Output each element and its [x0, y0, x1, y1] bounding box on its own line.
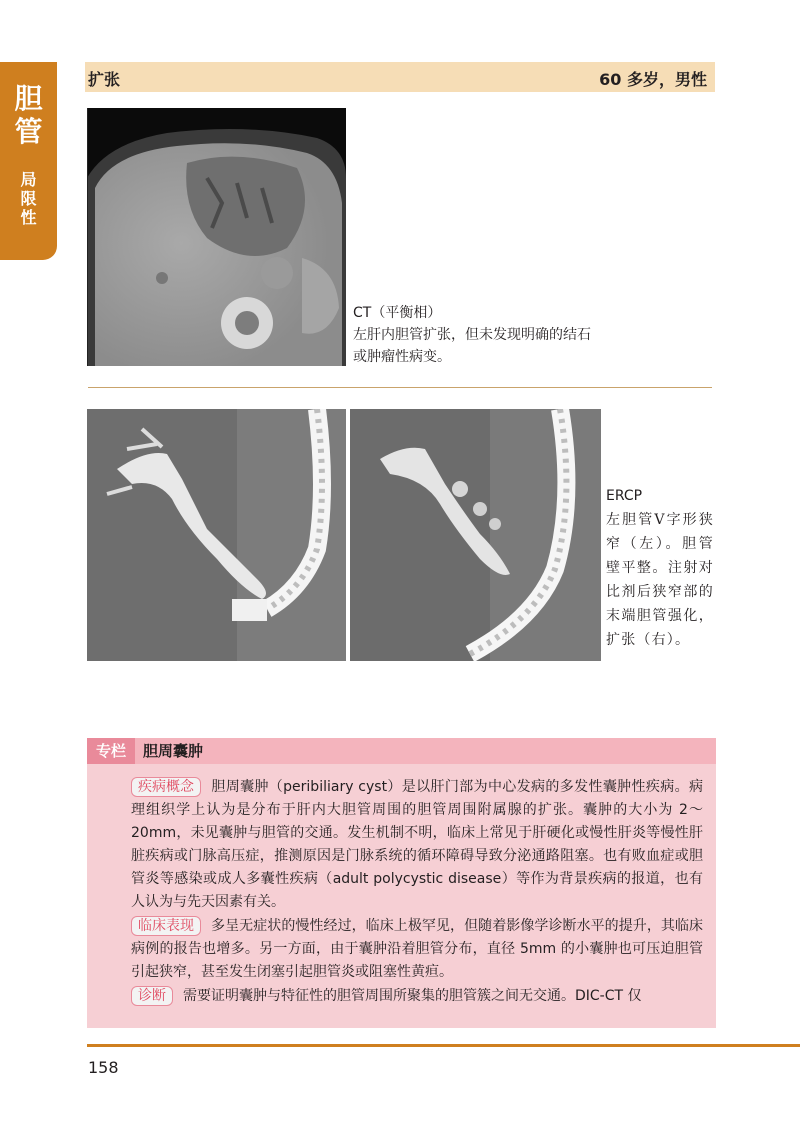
- ct-caption-title: CT（平衡相）: [353, 305, 442, 321]
- section-clinical: [131, 915, 703, 984]
- ct-caption: [353, 302, 653, 368]
- page-number: 158: [88, 1058, 119, 1077]
- column-header: [87, 738, 716, 764]
- ct-image: [87, 108, 346, 366]
- ercp-image-right: [350, 409, 601, 661]
- section-text: 胆周囊肿（peribiliary cyst）是以肝门部为中心发病的多发性囊肿性疾病。病理组织学上认为是分布于肝内大胆管周围的胆管周围附属腺的扩张。囊肿的大小为 2～20mm，未见囊肿与胆管的交通。发生机制不明，临床上常见于肝硬化或慢性肝炎等慢性肝脏疾病或门脉高压症，推测原因是门脉系统的循环障碍导致分泌通路阻塞。也有败血症或胆管炎等感染或成人多囊性疾病（adult polycystic disease）等作为背景疾病的报道，也有人认为与先天因素有关。: [131, 779, 703, 910]
- chapter-title: 胆 管: [14, 82, 43, 148]
- ercp-caption-text: 左胆管V字形狭窄（左）。胆管壁平整。注射对比剂后狭窄部的末端胆管强化，扩张（右）。: [606, 512, 714, 648]
- section-label: 疾病概念: [131, 777, 201, 797]
- footer-rule: [87, 1044, 800, 1047]
- column-body: [131, 776, 703, 1009]
- column-tag: 专栏: [87, 738, 135, 764]
- section-label: 诊断: [131, 986, 173, 1006]
- patient-info: 60 多岁，男性: [599, 70, 707, 89]
- chapter-subtitle: 局 限 性: [20, 170, 37, 227]
- chapter-side-tab: [0, 62, 57, 260]
- section-text: 需要证明囊肿与特征性的胆管周围所聚集的胆管簇之间无交通。DIC-CT 仅: [183, 988, 642, 1004]
- ercp-caption-title: ERCP: [606, 488, 643, 504]
- case-title: 扩张: [88, 70, 121, 89]
- ct-caption-line-1: 左肝内胆管扩张，但未发现明确的结石: [353, 327, 591, 343]
- section-label: 临床表现: [131, 916, 201, 936]
- column-title: 胆周囊肿: [143, 742, 204, 760]
- section-diagnosis: [131, 985, 703, 1008]
- case-header: [85, 62, 715, 92]
- ercp-image-left: [87, 409, 346, 661]
- ercp-caption: [606, 484, 714, 652]
- section-text: 多呈无症状的慢性经过，临床上极罕见，但随着影像学诊断水平的提升，其临床病例的报告也增多。另一方面，由于囊肿沿着胆管分布，直径 5mm 的小囊肿也可压迫胆管引起狭窄，甚至发生闭塞引起胆管炎或阻塞性黄疸。: [131, 918, 703, 980]
- ct-caption-line-2: 或肿瘤性病变。: [353, 349, 451, 365]
- section-concept: [131, 776, 703, 914]
- column-box: [87, 738, 716, 1028]
- section-divider: [88, 387, 712, 388]
